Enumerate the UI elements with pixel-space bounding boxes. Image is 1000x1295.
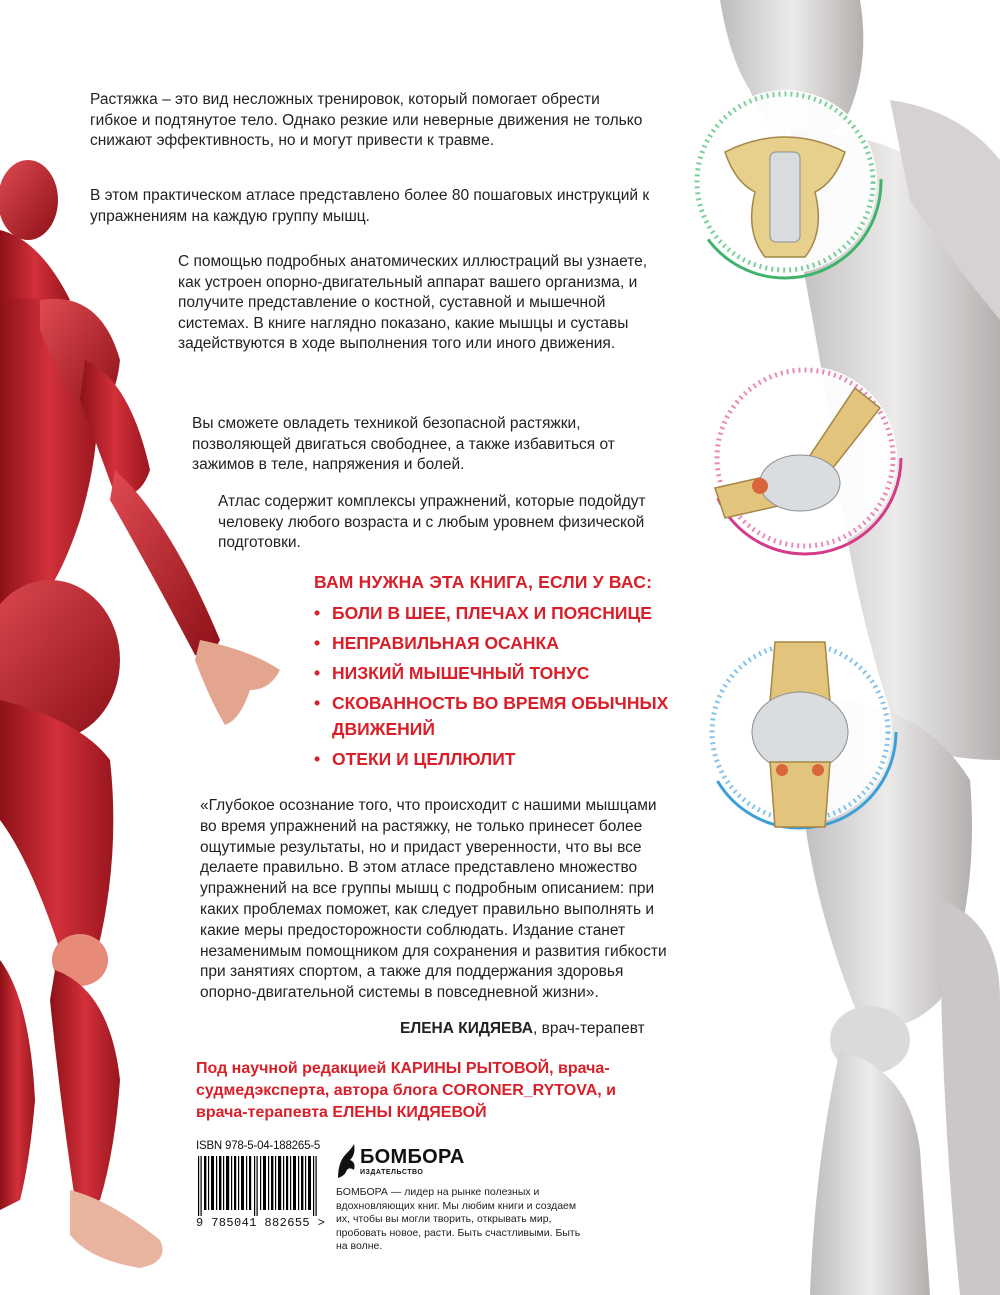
need-item: • НЕПРАВИЛЬНАЯ ОСАНКА bbox=[314, 630, 694, 656]
intro-paragraph-1: Растяжка – это вид несложных тренировок, который помогает обрести гибкое и подтянутое тело. Однако резкие или неверные движения не только снижают эффективность, но и могут привести к травме. bbox=[90, 91, 643, 149]
isbn-label: ISBN 978-5-04-188265-5 bbox=[196, 1140, 321, 1152]
neck-vertebrae-inset-illustration bbox=[685, 82, 885, 282]
need-item: • СКОВАННОСТЬ ВО ВРЕМЯ ОБЫЧНЫХ ДВИЖЕНИЙ bbox=[314, 690, 694, 742]
review-quote: «Глубокое осознание того, что происходит с нашими мышцами во время упражнений на растяжку, не только принесет более ощутимые результаты, но и придаст уверенности, что вы все делаете правильно. В этом атласе представлено множество упражнений на все группы мышц с подробным описанием: при каких проблемах поможет, как следует правильно выполнять и какие меры предосторожности соблюдать. Издание станет незаменимым помощником для сохранения и развития гибкости при занятиях спортом, а также для поддержания здоровья опорно-двигательной системы в повседневной жизни». bbox=[200, 797, 667, 1002]
need-heading: ВАМ НУЖНА ЭТА КНИГА, ЕСЛИ У ВАС: bbox=[314, 572, 653, 592]
publisher-subtitle: ИЗДАТЕЛЬСТВО bbox=[360, 1169, 424, 1176]
publisher-logo bbox=[336, 1144, 466, 1178]
quote-author bbox=[400, 1020, 645, 1038]
bombora-wave-icon bbox=[336, 1144, 356, 1178]
quote-author-name: ЕЛЕНА КИДЯЕВА bbox=[400, 1020, 533, 1037]
isbn-barcode-block bbox=[196, 1140, 324, 1232]
intro-paragraph-5: Атлас содержит комплексы упражнений, которые подойдут человеку любого возраста и с любым уровнем физической подготовки. bbox=[218, 493, 646, 551]
scientific-editors: Под научной редакцией КАРИНЫ РЫТОВОЙ, врача-судмедэксперта, автора блога CORONER_RYTOVA, и врача-терапевта ЕЛЕНЫ КИДЯЕВОЙ bbox=[196, 1060, 616, 1121]
knee-joint-inset-illustration bbox=[700, 632, 900, 832]
elbow-joint-inset-illustration bbox=[705, 358, 905, 558]
quote-author-role: , врач-терапевт bbox=[532, 1020, 645, 1037]
need-item: • ОТЕКИ И ЦЕЛЛЮЛИТ bbox=[314, 746, 694, 772]
barcode-digits: 9 785041 882655 > bbox=[196, 1216, 326, 1230]
barcode-graphic bbox=[196, 1156, 324, 1216]
need-item: • НИЗКИЙ МЫШЕЧНЫЙ ТОНУС bbox=[314, 660, 694, 686]
publisher-blurb: БОМБОРА — лидер на рынке полезных и вдохновляющих книг. Мы любим книги и создаем их, чтобы вы могли творить, открывать мир, пробовать новое, расти. Быть счастливыми. Быть на волне. bbox=[336, 1186, 581, 1252]
intro-paragraph-2: В этом практическом атласе представлено более 80 пошаговых инструкций к упражнениям на каждую группу мышц. bbox=[90, 187, 650, 225]
intro-paragraph-3: С помощью подробных анатомических иллюстраций вы узнаете, как устроен опорно-двигательный аппарат вашего организма, и получите представление о костной, суставной и мышечной системах. В книге наглядно показано, какие мышцы и суставы задействуются в ходе выполнения того или иного движения. bbox=[178, 253, 648, 352]
intro-paragraph-4: Вы сможете овладеть техникой безопасной растяжки, позволяющей двигаться свободнее, а также избавиться от зажимов в теле, напряжения и болей. bbox=[192, 415, 615, 473]
need-list bbox=[314, 600, 694, 776]
publisher-name: БОМБОРА bbox=[360, 1146, 465, 1168]
need-item: • БОЛИ В ШЕЕ, ПЛЕЧАХ И ПОЯСНИЦЕ bbox=[314, 600, 694, 626]
